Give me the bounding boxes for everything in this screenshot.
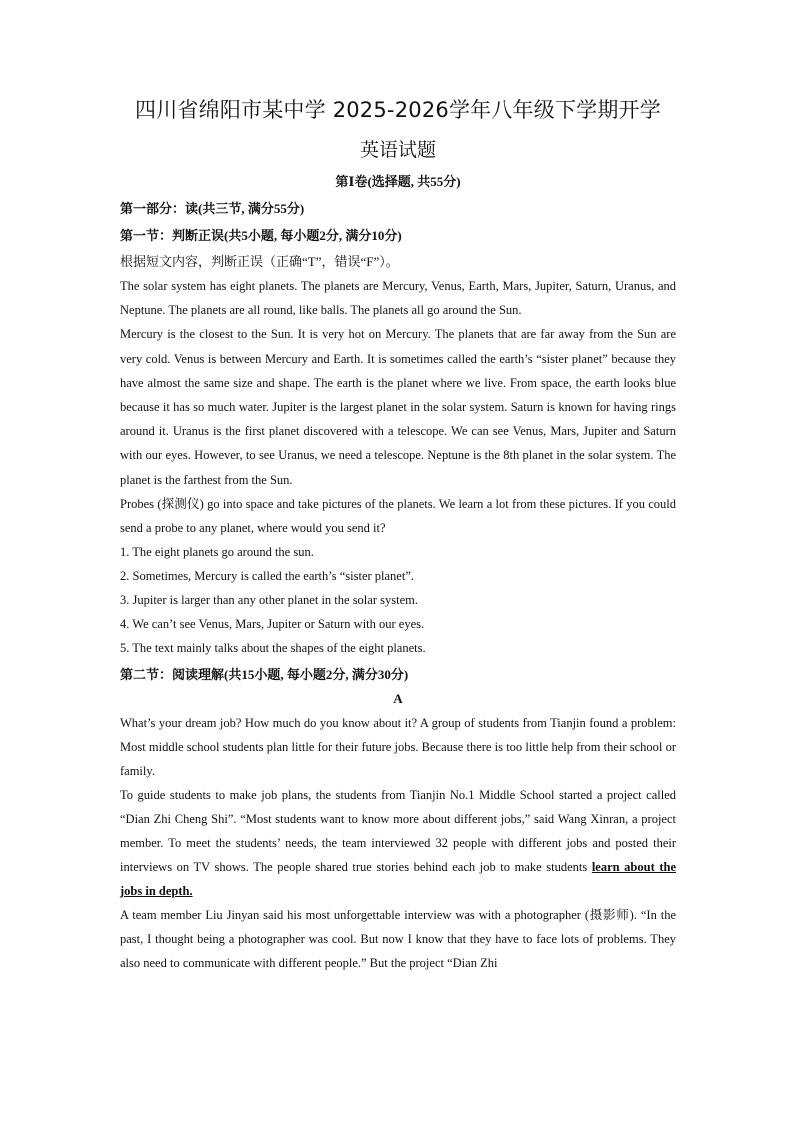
passage-letter: A [393,691,403,707]
exam-page [120,92,676,975]
question-item: 1. The eight planets go around the sun. [120,545,314,560]
question-item: 2. Sometimes, Mercury is called the earth’s “sister planet”. [120,569,415,584]
reading-paragraph [120,783,676,903]
reading-text: To guide students to make job plans, the students from Tianjin No.1 Middle School started a project called “Dian Zhi Cheng Shi”. “Most students want to know more about different jobs,” said Wang Xinran, a project member. To meet the students’ needs, the team interviewed 32 people with different jobs and posted their interviews on TV shows. The people shared true stories behind each job to make students [120,788,676,875]
passage-paragraph: The solar system has eight planets. The planets are Mercury, Venus, Earth, Mars, Jupiter, Saturn, Uranus, and Neptune. The planets are all round, like balls. The planets all go around the Sun. [120,279,676,318]
question-item: 4. We can’t see Venus, Mars, Jupiter or Saturn with our eyes. [120,617,425,632]
part1-heading: 第一部分：读(共三节, 满分55分) [120,201,305,216]
question-item: 5. The text mainly talks about the shapes of the eight planets. [120,641,426,656]
section1-heading: 第一节：判断正误(共5小题, 每小题2分, 满分10分) [120,228,402,243]
volume-heading: 第Ⅰ卷(选择题, 共55分) [335,174,461,189]
passage-paragraph: Mercury is the closest to the Sun. It is very hot on Mercury. The planets that are far away from the Sun are very cold. Venus is between Mercury and Earth. It is sometimes called the earth’s “sister planet” because they have almost the same size and shape. The earth is the planet where we live. From space, the earth looks blue because it has so much water. Jupiter is the largest planet in the solar system. Saturn is known for having rings around it. Uranus is the first planet discovered with a telescope. We can see Venus, Mars, Jupiter and Saturn with our eyes. However, to see Uranus, we need a telescope. Neptune is the 8th planet in the solar system. The planet is the farthest from the Sun. [120,327,676,487]
question-item: 3. Jupiter is larger than any other planet in the solar system. [120,593,418,608]
passage-paragraph: Probes (探测仪) go into space and take pictures of the planets. We learn a lot from these pictures. If you could send a probe to any planet, where would you send it? [120,496,676,536]
section2-heading: 第二节：阅读理解(共15小题, 每小题2分, 满分30分) [120,667,409,683]
underlined-phrase: learn about the jobs in depth. [120,860,676,899]
section1-instruction: 根据短文内容，判断正误（正确“T”，错误“F”）。 [120,254,399,269]
page-title: 四川省绵阳市某中学 2025-2026学年八年级下学期开学 [135,98,661,122]
page-subtitle: 英语试题 [359,139,436,161]
reading-paragraph: What’s your dream job? How much do you know about it? A group of students from Tianjin found a problem: Most middle school students plan little for their future jobs. Because there is too little help from their school or family. [120,716,676,779]
reading-paragraph: A team member Liu Jinyan said his most unforgettable interview was with a photographer (摄影师). “In the past, I thought being a photographer was cool. But now I know that they have to face lots of problems. They also need to communicate with different people.” But the project “Dian Zhi [120,908,676,971]
